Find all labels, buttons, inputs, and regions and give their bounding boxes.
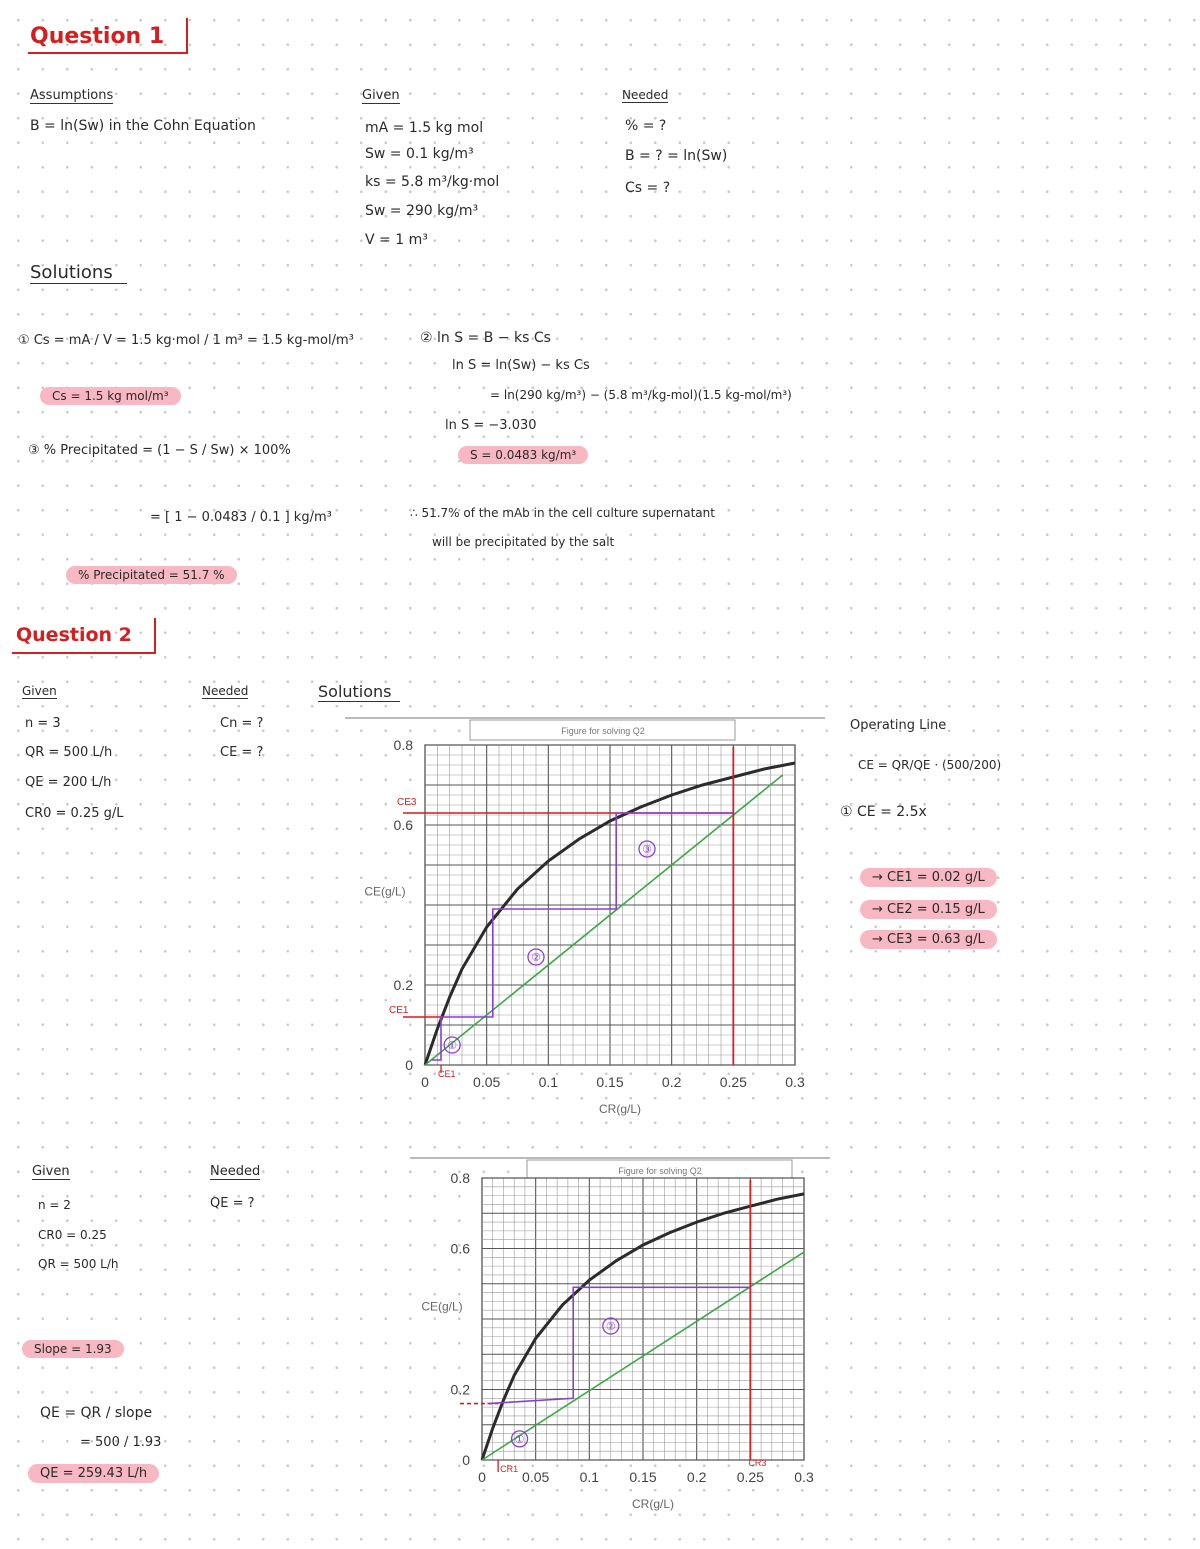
chart-1 [330,710,830,1140]
x-tick-label: 0.3 [794,1469,814,1485]
q1-conclusion-line-0: ∴ 51.7% of the mAb in the cell culture supernatant [410,506,715,520]
y-axis-label: CE(g/L) [364,884,406,899]
chart-title: Figure for solving Q2 [561,726,645,736]
q2-result-2: → CE3 = 0.63 g/L [860,930,997,949]
x-tick-label: 0.15 [596,1074,624,1090]
q2b-calc-1: = 500 / 1.93 [80,1435,162,1450]
q2-operating-line-heading: Operating Line [850,718,947,733]
y-tick-label: 0.6 [393,817,413,833]
q2-operating-line-eq: CE = QR/QE · (500/200) [858,758,1002,772]
q2b-given-heading: Given [32,1164,70,1179]
x-axis-label: CR(g/L) [598,1102,642,1116]
x-tick-label: 0.2 [686,1469,707,1485]
stage-label: ③ [642,844,652,856]
q2-result-1: → CE2 = 0.15 g/L [860,900,997,919]
q2b-given-line-0: n = 2 [38,1198,71,1212]
y-tick-label: 0.6 [450,1240,470,1257]
q1-step1-result: Cs = 1.5 kg mol/m³ [40,387,181,405]
x-tick-label: 0.25 [719,1074,747,1090]
q2-needed-line-1: CE = ? [220,745,264,760]
q2-given-line-2: QE = 200 L/h [25,775,112,790]
stage-label: ① [447,1040,458,1052]
q1-step2-line-1: ln S = ln(Sw) − ks Cs [452,358,590,373]
q1-given-heading: Given [362,88,400,103]
q1-step2-line-0: ② ln S = B − ks Cs [420,330,551,346]
x-tick-label: 0.1 [538,1074,559,1090]
x-tick-label: 0 [478,1469,486,1485]
q1-needed-line-1: B = ? = ln(Sw) [625,148,728,164]
annotation-cr1: CR1 [500,1464,519,1474]
chart-2 [410,1150,830,1530]
x-tick-label: 0.2 [661,1074,682,1090]
x-tick-label: 0.05 [473,1074,501,1090]
q2-needed-heading: Needed [202,684,249,698]
q2-needed-line-0: Cn = ? [220,716,264,731]
q1-needed-line-0: % = ? [625,118,667,134]
q1-assumptions-text: B = ln(Sw) in the Cohn Equation [30,118,256,134]
q2-operating-line-eq2: ① CE = 2.5x [840,804,927,820]
y-tick-label: 0.8 [450,1170,470,1186]
q2-given-line-3: CR0 = 0.25 g/L [25,806,124,821]
q1-step2-line-2: = ln(290 kg/m³) − (5.8 m³/kg-mol)(1.5 kg-mol/m³) [490,388,792,402]
chart-title: Figure for solving Q2 [618,1166,702,1176]
annotation-ce3: CE3 [397,797,417,808]
q2-given-heading: Given [22,684,57,698]
q1-needed-line-2: Cs = ? [625,180,671,196]
y-tick-label: 0 [462,1452,470,1468]
q1-assumptions-heading: Assumptions [30,88,114,103]
q1-step3-line: ③ % Precipitated = (1 − S / Sw) × 100% [28,443,291,458]
q1-given-line-3: Sw = 290 kg/m³ [365,203,479,219]
q1-step2-result: S = 0.0483 kg/m³ [458,446,588,464]
q2-given-line-1: QR = 500 L/h [25,745,113,760]
x-tick-label: 0.05 [522,1469,550,1485]
q1-given-line-4: V = 1 m³ [365,232,428,248]
stage-label: ① [514,1433,525,1446]
q1-given-line-1: Sw = 0.1 kg/m³ [365,146,474,162]
q1-step2-line-3: ln S = −3.030 [445,418,537,433]
annotation-ce1: CE1 [389,1005,409,1016]
x-tick-label: 0.25 [736,1469,764,1485]
q1-needed-heading: Needed [622,88,669,102]
q2b-slope: Slope = 1.93 [22,1340,124,1358]
x-tick-label: 0.15 [629,1469,657,1485]
q2-given-line-0: n = 3 [25,716,61,731]
q2b-needed-heading: Needed [210,1164,261,1179]
q1-given-line-2: ks = 5.8 m³/kg·mol [365,174,500,190]
q2-result-0: → CE1 = 0.02 g/L [860,868,997,887]
q2b-given-line-1: CR0 = 0.25 [38,1228,107,1242]
q1-step1-line: ① Cs = mA / V = 1.5 kg·mol / 1 m³ = 1.5 kg-mol/m³ [18,333,354,348]
q1-solutions-heading: Solutions [30,262,127,284]
stage-label: ② [605,1321,616,1334]
x-axis-label: CR(g/L) [631,1497,675,1511]
x-tick-label: 0 [421,1074,429,1090]
q2b-needed-line-0: QE = ? [210,1196,255,1211]
q2b-calc-0: QE = QR / slope [40,1405,153,1421]
q2-solutions-heading: Solutions [318,682,400,702]
stage-label: ② [531,952,541,964]
q1-title: Question 1 [30,24,165,49]
y-tick-label: 0 [405,1057,413,1073]
y-tick-label: 0.2 [393,977,413,993]
y-axis-label: CE(g/L) [421,1299,463,1314]
q2b-result: QE = 259.43 L/h [28,1464,159,1483]
q1-step3-expr: = [ 1 − 0.0483 / 0.1 ] kg/m³ [150,510,332,525]
q1-conclusion-line-1: will be precipitated by the salt [432,535,615,549]
q1-given-line-0: mA = 1.5 kg mol [365,120,484,136]
x-tick-label: 0.1 [579,1469,600,1485]
annotation-cr3: CR3 [748,1458,767,1468]
q2-title: Question 2 [16,624,132,646]
y-tick-label: 0.8 [393,737,413,753]
q1-step3-result: % Precipitated = 51.7 % [66,566,237,584]
annotation-ce1-x: CE1 [438,1069,456,1079]
y-tick-label: 0.2 [450,1381,470,1398]
q2b-given-line-2: QR = 500 L/h [38,1257,119,1271]
x-tick-label: 0.3 [785,1074,805,1090]
